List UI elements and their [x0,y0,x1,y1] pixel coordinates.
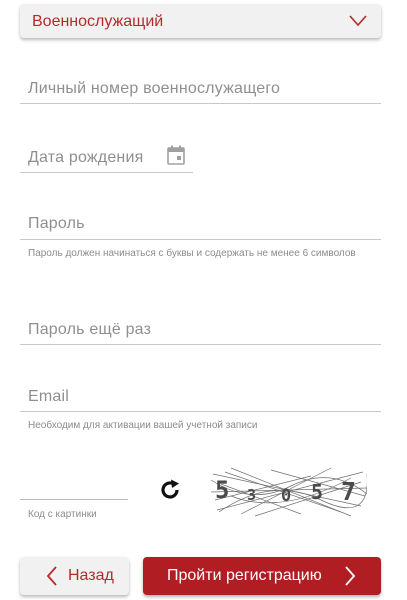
email-field[interactable] [20,384,381,414]
refresh-icon[interactable] [158,478,182,502]
back-button[interactable] [20,557,129,595]
register-button-label: Пройти регистрацию [167,567,322,584]
password-underline [20,239,381,240]
chevron-left-icon [46,566,58,586]
password-field[interactable] [20,211,381,241]
birth-date-underline [20,172,193,173]
register-button[interactable] [143,557,381,595]
email-underline [20,411,381,412]
birth-date-placeholder: Дата рождения [28,149,144,166]
category-select[interactable] [20,4,381,38]
birth-date-field[interactable] [20,142,193,174]
email-hint: Необходим для активации вашей учетной записи [28,420,258,431]
password-repeat-placeholder: Пароль ещё раз [28,321,152,338]
password-repeat-underline [20,344,381,345]
calendar-icon[interactable] [167,145,185,165]
password-placeholder: Пароль [28,215,85,232]
captcha-char: 0 [281,486,292,506]
category-select-value: Военнослужащий [32,13,164,30]
chevron-right-icon [344,566,356,586]
personal-number-placeholder: Личный номер военнослужащего [28,80,281,97]
chevron-down-icon [349,14,367,28]
captcha-char: 5 [311,480,324,504]
captcha-char: 7 [341,477,357,506]
captcha-char: 3 [247,486,257,504]
password-hint: Пароль должен начинаться с буквы и содержать не менее 6 символов [28,248,356,259]
personal-number-field[interactable] [20,76,381,106]
password-repeat-field[interactable] [20,317,381,347]
email-placeholder: Email [28,388,70,405]
captcha-input[interactable] [20,468,128,500]
captcha-image [211,466,367,518]
back-button-label: Назад [68,567,114,584]
captcha-underline [20,499,128,500]
captcha-char: 5 [215,476,230,504]
personal-number-underline [20,103,381,104]
captcha-hint: Код с картинки [28,509,97,520]
